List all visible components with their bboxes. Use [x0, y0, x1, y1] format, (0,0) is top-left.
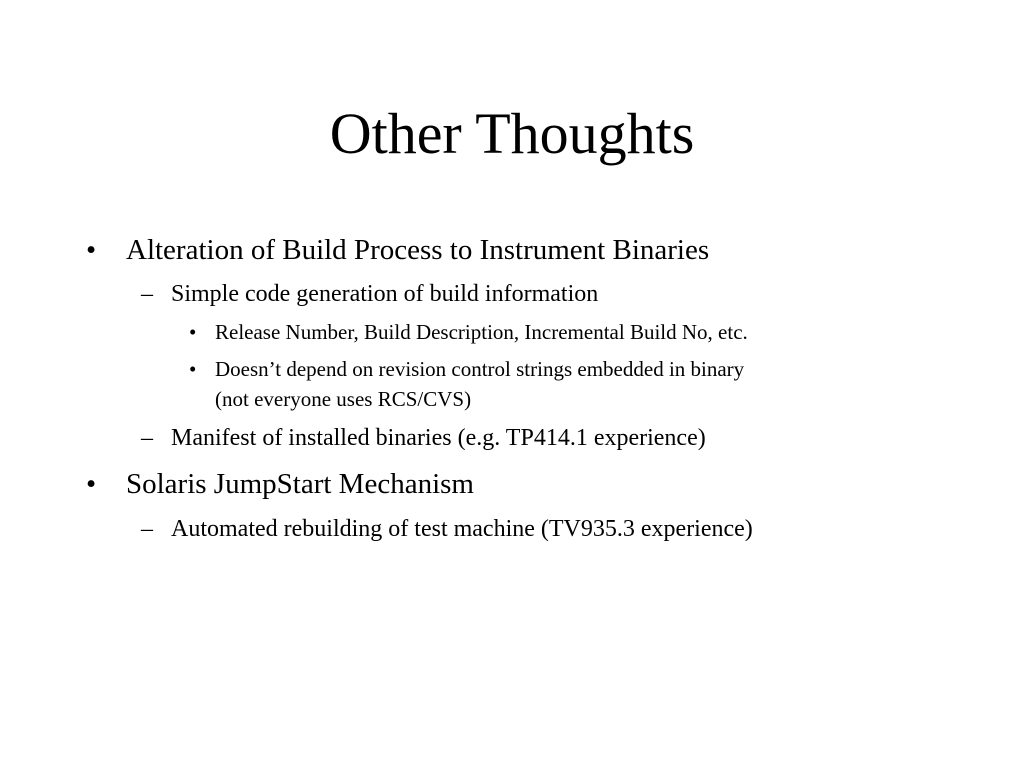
subsubbullet-text-line-2: (not everyone uses RCS/CVS) — [215, 387, 472, 411]
subsubbullet-text: Release Number, Build Description, Incremental Build No, etc. — [215, 320, 748, 344]
subbullet-text: Simple code generation of build information — [171, 281, 599, 307]
slide-title: Other Thoughts — [329, 101, 695, 166]
subbullet-text: Manifest of installed binaries (e.g. TP414.1 experience) — [171, 425, 706, 451]
bullet-marker: • — [86, 234, 97, 266]
subbullet-marker: – — [141, 281, 153, 307]
subsubbullet-marker: • — [189, 320, 197, 344]
bullet-text: Alteration of Build Process to Instrument Binaries — [126, 234, 710, 266]
subbullet-marker: – — [141, 516, 153, 542]
bullet-text: Solaris JumpStart Mechanism — [126, 468, 474, 500]
subbullet-text: Automated rebuilding of test machine (TV935.3 experience) — [171, 516, 753, 542]
subbullet-marker: – — [141, 425, 153, 451]
bullet-marker: • — [86, 468, 97, 500]
subsubbullet-marker: • — [189, 357, 197, 381]
subsubbullet-text-line-1: Doesn’t depend on revision control strings embedded in binary — [215, 357, 745, 381]
